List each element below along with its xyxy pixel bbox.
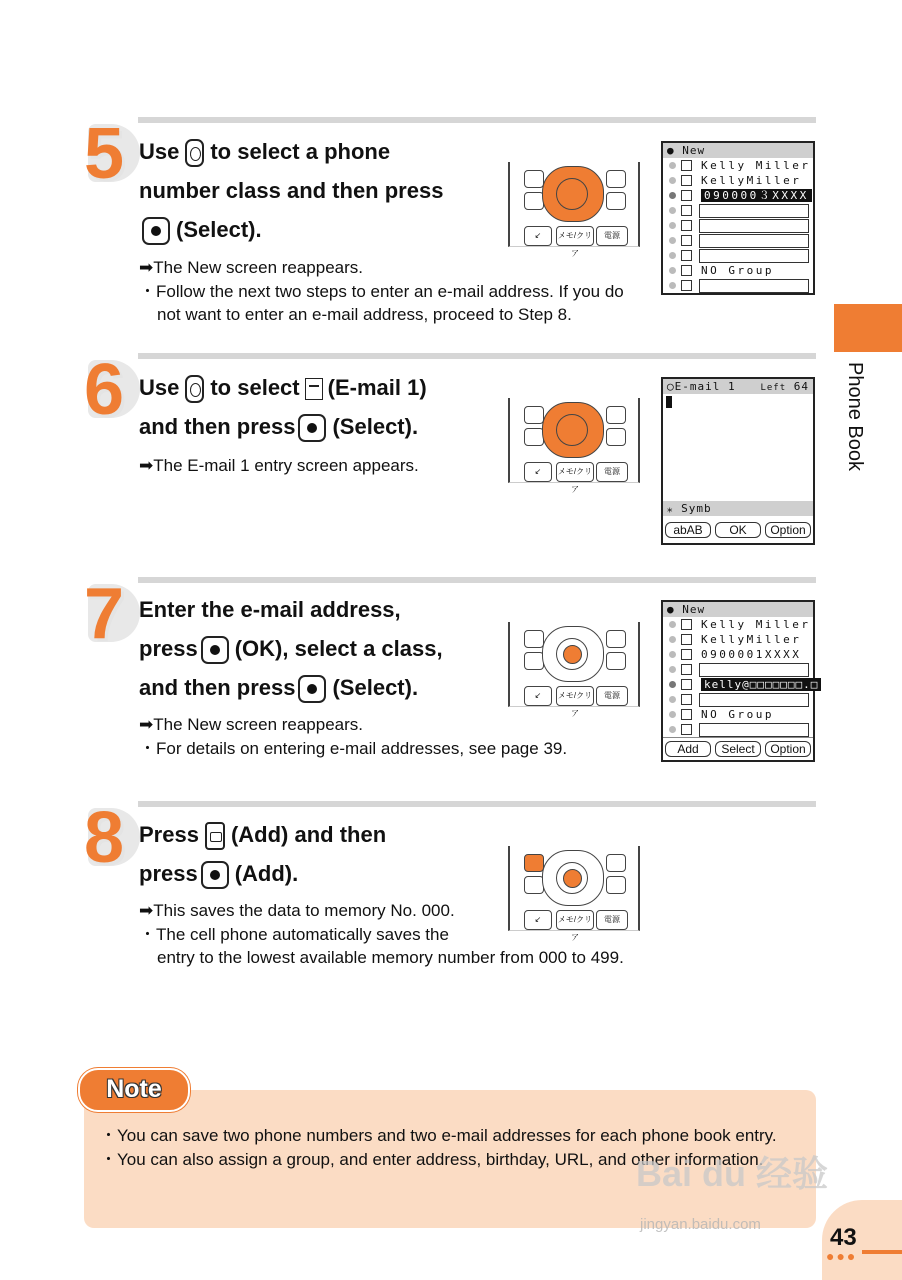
keypad-illustration: ↙ メモ/クリア 電源 [508, 622, 640, 707]
email-entry-screen: ◯E-mail 1 Left 64 ⁎ Symb abAB OK Option [661, 377, 815, 545]
step-5-number: 5 [84, 114, 123, 194]
select-key-icon [201, 861, 229, 889]
step-6-body: ➡The E-mail 1 entry screen appears. [139, 456, 419, 475]
step-6-number: 6 [84, 350, 123, 430]
select-key-icon [298, 414, 326, 442]
step-7-number: 7 [84, 574, 123, 654]
step-8-number: 8 [84, 798, 123, 878]
new-screen-1: ● New Kelly Miller KellyMiller 090000３XXXX NO Group [661, 141, 815, 295]
chapter-label: Phone Book [844, 362, 866, 471]
step-5-body: ➡The New screen reappears. ・Follow the next two steps to enter an e-mail address. If you do not want to enter an e-mail address, proceed to Step 8. [139, 258, 624, 324]
nav-key-icon [185, 139, 204, 167]
note-item: ・You can save two phone numbers and two e-mail addresses for each phone book entry. [100, 1126, 777, 1145]
select-key-icon [298, 675, 326, 703]
page-line [862, 1250, 902, 1254]
step-5-heading: Use to select a phone number class and then press (Select). [139, 132, 443, 249]
watermark-url: jingyan.baidu.com [640, 1216, 761, 1233]
keypad-illustration: ↙ メモ/クリア 電源 [508, 162, 640, 247]
step-8-heading: Press (Add) and then press (Add). [139, 815, 386, 893]
select-key-icon [142, 217, 170, 245]
watermark-brand: Bai du 经验 [636, 1153, 829, 1194]
step-8-rule [138, 801, 816, 807]
email-icon [305, 378, 323, 400]
nav-key-icon [185, 375, 204, 403]
step-6-heading: Use to select (E-mail 1) and then press (Select). [139, 368, 427, 446]
page-number-badge: 43 [822, 1200, 902, 1280]
step-8-body: ➡This saves the data to memory No. 000. ・The cell phone automatically saves the entry to the lowest available memory number from 000 to 499. [139, 901, 624, 967]
step-7-rule [138, 577, 816, 583]
keypad-illustration: ↙ メモ/クリア 電源 [508, 398, 640, 483]
step-7-heading: Enter the e-mail address, press (OK), select a class, and then press (Select). [139, 590, 443, 707]
keypad-illustration: ↙ メモ/クリア 電源 [508, 846, 640, 931]
note-badge: Note [78, 1068, 190, 1112]
step-5-rule [138, 117, 816, 123]
step-6-rule [138, 353, 816, 359]
chapter-tab [834, 304, 902, 352]
select-key-icon [201, 636, 229, 664]
camera-key-icon [205, 822, 225, 850]
page-dots: ●●● [826, 1248, 858, 1264]
note-item: ・You can also assign a group, and enter address, birthday, URL, and other information. [100, 1149, 764, 1169]
new-screen-2: ● New Kelly Miller KellyMiller 0900001XXXX kelly@□□□□□□□.□ NO Group Add Select Option [661, 600, 815, 762]
step-7-body: ➡The New screen reappears. ・For details on entering e-mail addresses, see page 39. [139, 715, 568, 758]
